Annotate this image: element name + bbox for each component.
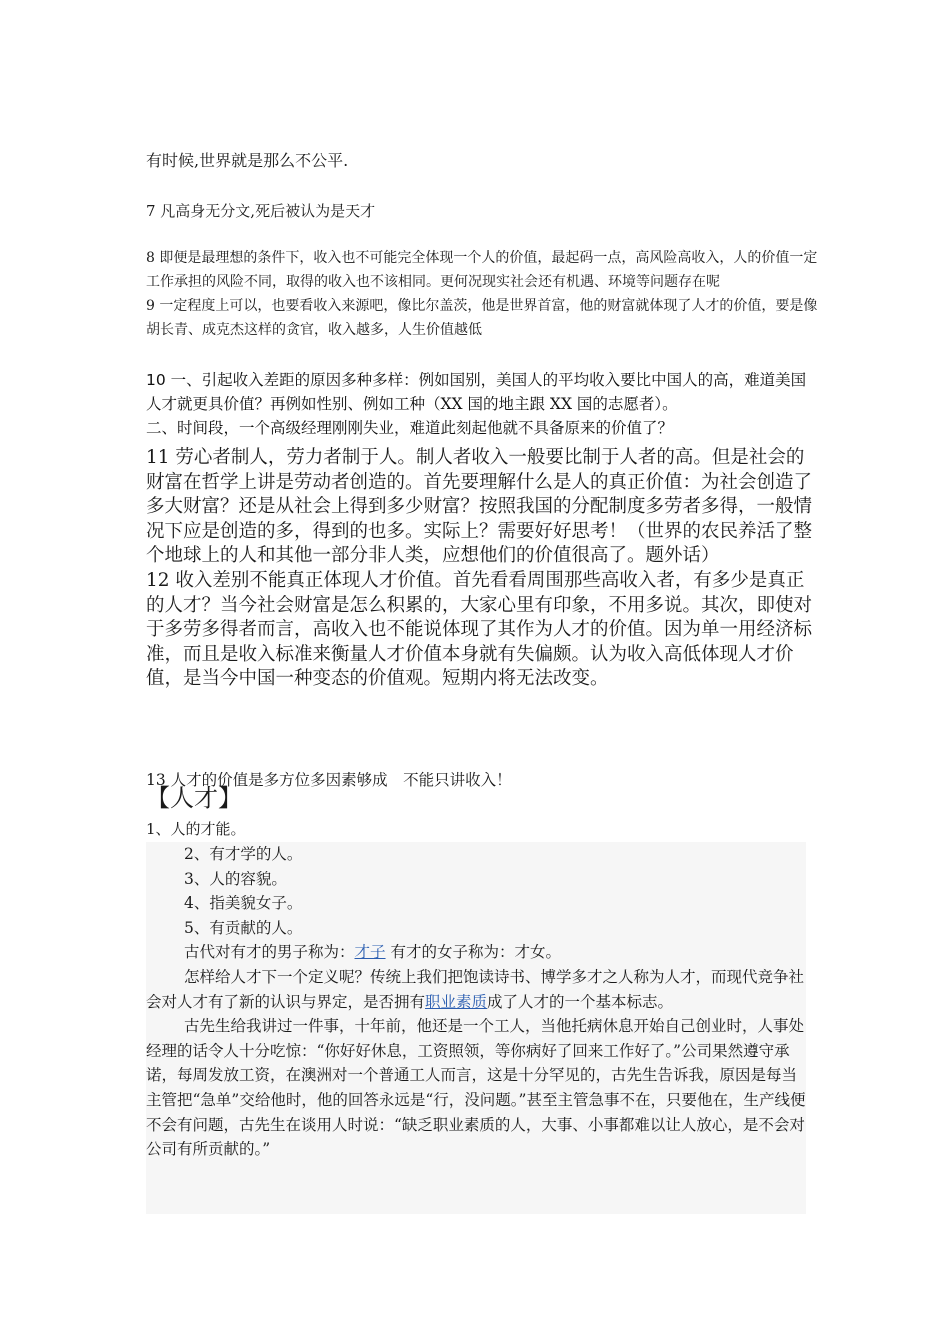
story-paragraph: 古先生给我讲过一件事，十年前，他还是一个工人，当他托病休息开始自己创业时，人事处经理的话令人十分吃惊：“你好好休息，工资照领，等你病好了回来工作好了。”公司果然遵守承诺，每周发放工资，在澳洲对一个普通工人而言，这是十分罕见的，古先生告诉我，原因是每当主管把“急单”交给他时，他的回答永远是“行，没问题。”甚至主管急事不在，只要他在，生产线便不会有问题，古先生在谈用人时说：“缺乏职业素质的人，大事、小事都难以让人放心，是不会对公司有所贡献的。” [146,1017,806,1159]
ancient-pre: 古代对有才的男子称为： [184,943,355,962]
answer-8: 8 即便是最理想的条件下，收入也不可能完全体现一个人的价值，最起码一点，高风险高收入，人的价值一定工作承担的风险不同，取得的收入也不该相同。更何况现实社会还有机遇、环境等问题存在呢 [146,250,818,290]
section-heading: 【人才】 [146,784,242,812]
answer-10-part-b: 二、时间段，一个高级经理刚刚失业，难道此刻起他就不具备原来的价值了？ [146,419,674,437]
definition-1: 1、人的才能。 [146,820,246,838]
intro-line: 有时候,世界就是那么不公平. [146,151,349,170]
caizi-link[interactable]: 才子 [354,943,386,962]
definition-3: 3、人的容貌。 [184,869,287,888]
definition-4: 4、指美貌女子。 [184,894,303,913]
definition-paragraph [146,965,806,1014]
definition-2: 2、有才学的人。 [184,845,303,863]
answer-11: 11 劳心者制人，劳力者制于人。制人者收入一般要比制于人者的高。但是社会的财富在哲学上讲是劳动者创造的。首先要理解什么是人的真正价值：为社会创造了多大财富？还是从社会上得到多少财富？按照我国的分配制度多劳者多得，一般情况下应是创造的多，得到的也多。实际上？需要好好思考！（世界的农民养活了整个地球上的人和其他一部分非人类，应想他们的价值很高了。题外话） [146,447,813,567]
answer-10 [146,368,818,440]
answers-8-9 [146,246,818,342]
define-post: 成了人才的一个基本标志。 [487,992,674,1011]
definition-block [146,842,806,1214]
ancient-line [146,940,806,965]
answer-13: 13 人才的价值是多方位多因素够成 不能只讲收入！ [146,771,512,789]
professional-quality-link[interactable]: 职业素质 [425,992,488,1011]
answer-10-number: 10 [146,371,166,389]
definition-5: 5、有贡献的人。 [184,918,303,937]
ancient-post: 有才的女子称为：才女。 [385,943,561,962]
define-pre: 怎样给人才下一个定义呢？传统上我们把饱读诗书、博学多才之人称为人才，而现代竞争社会对人才有了新的认识与界定，是否拥有 [146,967,805,1011]
answer-10-part-a [146,368,818,416]
answer-9: 9 一定程度上可以，也要看收入来源吧，像比尔盖茨，他是世界首富，他的财富就体现了人才的价值，要是像胡长青、成克杰这样的贪官，收入越多，人生价值越低 [146,298,818,338]
answers-11-12 [146,446,818,692]
answer-7: 7 凡高身无分文,死后被认为是天才 [146,202,376,220]
answer-10-text-a: 一、引起收入差距的原因多种多样：例如国别，美国人的平均收入要比中国人的高，难道美国人才就更具价值？再例如性别、例如工种（XX 国的地主跟 XX 国的志愿者）。 [146,371,807,413]
answer-12: 12 收入差别不能真正体现人才价值。首先看看周围那些高收入者，有多少是真正的人才？当今社会财富是怎么积累的，大家心里有印象，不用多说。其次，即使对于多劳多得者而言，高收入也不能说体现了其作为人才的价值。因为单一用经济标准，而且是收入标准来衡量人才价值本身就有失偏颇。认为收入高低体现人才价值，是当今中国一种变态的价值观。短期内将无法改变。 [146,569,813,690]
